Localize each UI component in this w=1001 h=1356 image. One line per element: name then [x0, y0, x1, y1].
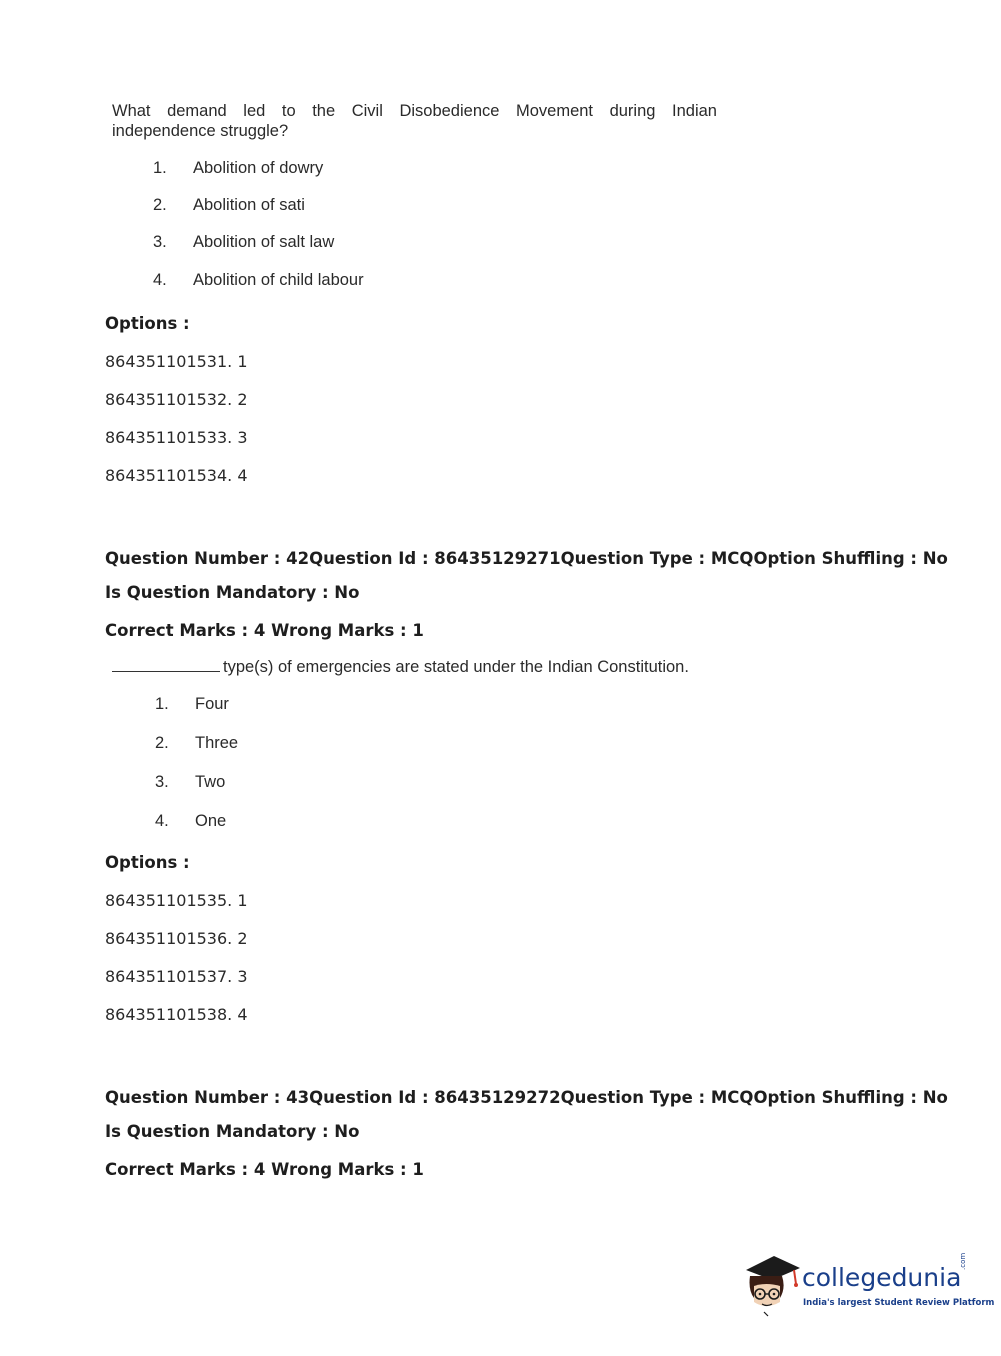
q41-item-number: 2. — [153, 196, 167, 214]
q41-option: 864351101534. 4 — [105, 466, 248, 485]
q42-item-text: Four — [195, 695, 229, 713]
q42-option: 864351101537. 3 — [105, 967, 248, 986]
q42-meta-line — [105, 549, 948, 568]
q41-option: 864351101531. 1 — [105, 352, 248, 371]
q41-item-number: 3. — [153, 233, 167, 251]
word: the — [312, 102, 336, 120]
word: during — [609, 102, 656, 120]
q42-item-number: 4. — [155, 812, 169, 830]
question-42-text — [112, 657, 689, 677]
q41-item-text: Abolition of sati — [193, 196, 305, 214]
word: Movement — [515, 102, 594, 120]
q42-item-number: 2. — [155, 734, 169, 752]
word: What — [112, 102, 151, 120]
q41-item-text: Abolition of dowry — [193, 159, 324, 177]
q42-option: 864351101535. 1 — [105, 891, 248, 910]
q42-item-number: 1. — [155, 695, 169, 713]
word: demand — [167, 102, 227, 120]
q42-item-text: Three — [195, 734, 239, 752]
mascot-icon — [740, 1250, 802, 1320]
q42-question-type: Question Type : MCQ — [560, 549, 754, 568]
q41-item-number: 1. — [153, 159, 167, 177]
word: Indian — [672, 102, 717, 120]
q41-item-text: Abolition of salt law — [193, 233, 335, 251]
q42-item-text: Two — [195, 773, 226, 791]
q41-item-text: Abolition of child labour — [193, 271, 364, 289]
collegedunia-logo — [740, 1250, 995, 1320]
q41-options-label: Options : — [105, 314, 190, 333]
question-42-text-content: type(s) of emergencies are stated under the Indian Constitution. — [223, 658, 689, 676]
q42-option: 864351101538. 4 — [105, 1005, 248, 1024]
q43-marks: Correct Marks : 4 Wrong Marks : 1 — [105, 1160, 424, 1179]
q42-question-id: Question Id : 86435129271 — [309, 549, 561, 568]
q41-option: 864351101532. 2 — [105, 390, 248, 409]
q42-options-label: Options : — [105, 853, 190, 872]
q42-question-number: Question Number : 42 — [105, 549, 310, 568]
q43-meta-line — [105, 1088, 948, 1107]
fill-in-blank — [112, 657, 220, 672]
word: led — [243, 102, 266, 120]
q43-question-number: Question Number : 43 — [105, 1088, 310, 1107]
q42-item-number: 3. — [155, 773, 169, 791]
q42-mandatory: Is Question Mandatory : No — [105, 583, 360, 602]
q42-marks: Correct Marks : 4 Wrong Marks : 1 — [105, 621, 424, 640]
logo-tagline: India's largest Student Review Platform — [803, 1298, 995, 1308]
word: Disobedience — [399, 102, 500, 120]
q43-question-type: Question Type : MCQ — [560, 1088, 754, 1107]
word: Civil — [351, 102, 383, 120]
question-41-text-line-1 — [112, 102, 717, 121]
q43-option-shuffling: Option Shuffling : No — [753, 1088, 948, 1107]
q43-mandatory: Is Question Mandatory : No — [105, 1122, 360, 1141]
logo-wordmark: collegedunia — [802, 1263, 962, 1292]
q42-option-shuffling: Option Shuffling : No — [753, 549, 948, 568]
logo-suffix: .com — [959, 1252, 967, 1270]
q41-option: 864351101533. 3 — [105, 428, 248, 447]
q43-question-id: Question Id : 86435129272 — [309, 1088, 561, 1107]
q42-option: 864351101536. 2 — [105, 929, 248, 948]
word: to — [281, 102, 296, 120]
q41-item-number: 4. — [153, 271, 167, 289]
q42-item-text: One — [195, 812, 227, 830]
question-41-text-line-2: independence struggle? — [112, 122, 289, 140]
